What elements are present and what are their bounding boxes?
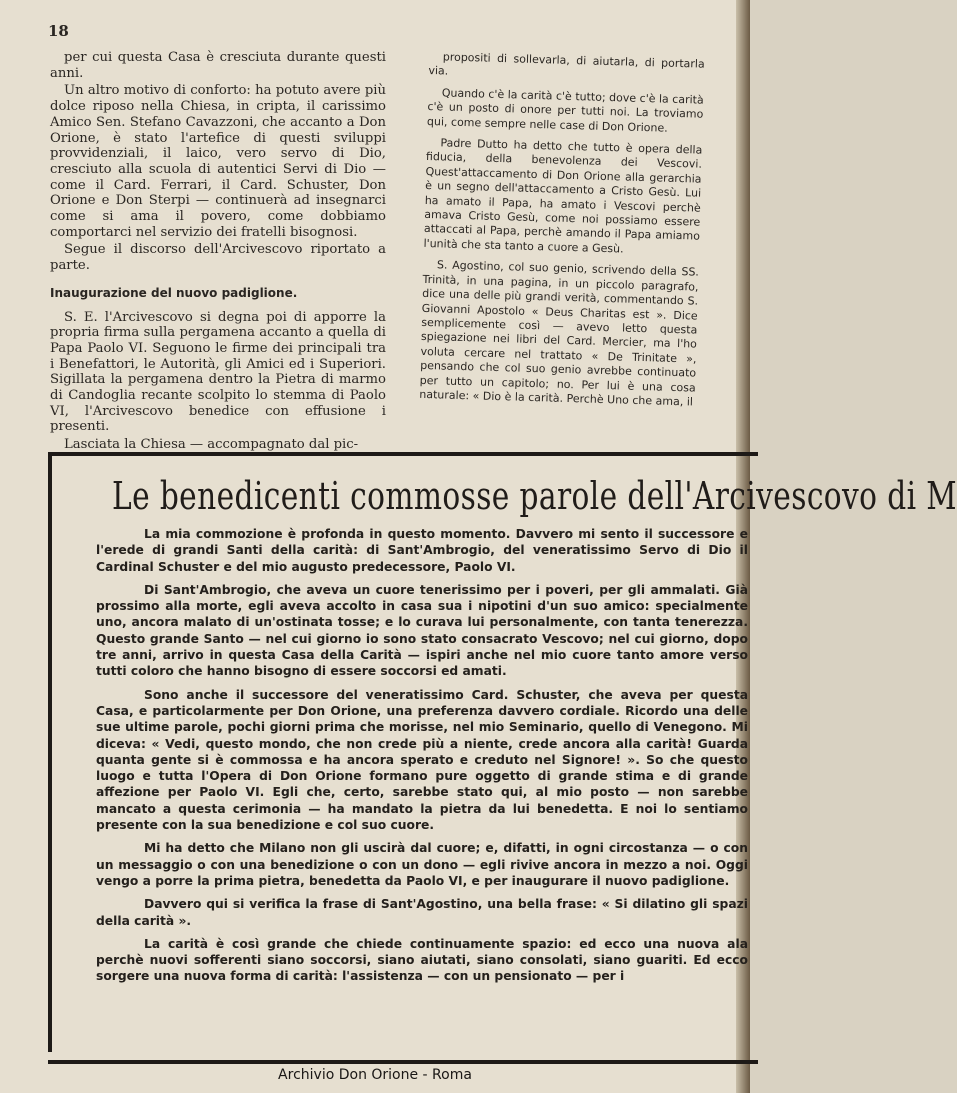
article-paragraph: La carità è così grande che chiede continuamente spazio: ed ecco una nuova ala perchè nuovi sofferenti siano soccorsi, siano aiutati, siano consolati, siano guariti. Ed ecco sorgere una nuova forma di carità: l'assistenza — con un pensionato — per i xyxy=(96,936,748,984)
page-number: 18 xyxy=(48,22,69,40)
left-column xyxy=(50,50,386,455)
article-paragraph: Di Sant'Ambrogio, che aveva un cuore tenerissimo per i poveri, per gli ammalati. Già prossimo alla morte, egli aveva accolto in casa sua i nipotini d'un suo amico: specialmente uno, ancora malato di un'ostinata tosse; e lo curava lui personalmente, con tanta tenerezza. Questo grande Santo — nel cui giorno io sono stato consacrato Vescovo; nel cui giorno, dopo tre anni, arrivo in questa Casa della Carità — ispiri anche nel mio cuore tanto amore verso tutti coloro che hanno bisogno di essere soccorsi ed amati. xyxy=(96,582,748,679)
right-paragraph: Quando c'è la carità c'è tutto; dove c'è la carità c'è un posto di onore per tutti noi. La troviamo qui, come sempre nelle case di Don Orione. xyxy=(426,86,704,135)
article-paragraph: Davvero qui si verifica la frase di Sant'Agostino, una bella frase: « Si dilatino gli spazi della carità ». xyxy=(96,897,748,928)
left-paragraph: Segue il discorso dell'Arcivescovo riportato a parte. xyxy=(50,242,386,274)
left-paragraph: Un altro motivo di conforto: ha potuto avere più dolce riposo nella Chiesa, in cripta, il carissimo Amico Sen. Stefano Cavazzoni, che accanto a Don Orione, è stato l'artefice di questi sviluppi provvidenziali, il laico, vero servo di Dio, cresciuto alla scuola di autentici Servi di Dio — come il Card. Ferrari, il Card. Schuster, Don Orione e Don Sterpi — continuerà ad insegnarci come si ama il povero, come dobbiamo comportarci nel servizio dei fratelli bisognosi. xyxy=(50,83,386,240)
boxed-article xyxy=(48,452,957,1064)
left-paragraph: S. E. l'Arcivescovo si degna poi di apporre la propria firma sulla pergamena accanto a quella di Papa Paolo VI. Seguono le firme dei principali tra i Benefattori, le Autorità, gli Amici ed i Superiori. Sigillata la pergamena dentro la Pietra di marmo di Candoglia recante scolpito lo stemma di Paolo VI, l'Arcivescovo benedice con effusione i presenti. xyxy=(50,309,386,435)
article-body xyxy=(96,526,748,992)
archive-footer: Archivio Don Orione - Roma xyxy=(278,1067,472,1083)
article-paragraph: Sono anche il successore del veneratissimo Card. Schuster, che aveva per questa Casa, e particolarmente per Don Orione, una preferenza davvero cordiale. Ricordo una delle sue ultime parole, pochi giorni prima che morisse, nel mio Seminario, quello di Venegono. Mi diceva: « Vedi, questo mondo, che non crede più a niente, crede ancora alla carità! Guarda quanta gente si è commossa e ha ancora sperato e creduto nel Signore! ». So che questo luogo e tutta l'Opera di Don Orione formano pure oggetto di grande stima e di grande affezione per Paolo VI. Egli che, certo, sarebbe stato qui, al mio posto — non sarebbe mancato a questa cerimonia — ha mandato la pietra da lui benedetta. E noi lo sentiamo presente con la sua benedizione e col suo cuore. xyxy=(96,687,748,833)
right-column xyxy=(419,50,705,417)
right-paragraph: propositi di sollevarla, di aiutarla, di portarla via. xyxy=(428,50,705,78)
article-paragraph: Mi ha detto che Milano non gli uscirà dal cuore; e, difatti, in ogni circostanza — o con un messaggio o con una benedizione o con un dono — egli rivive ancora in mezzo a noi. Oggi vengo a porre la prima pietra, benedetta da Paolo VI, e per inaugurare il nuovo padiglione. xyxy=(96,841,748,888)
left-paragraph: Lasciata la Chiesa — accompagnato dal pic- xyxy=(64,437,359,453)
box-left-rule xyxy=(48,452,52,1052)
section-heading: Inaugurazione del nuovo padiglione. xyxy=(50,285,298,300)
box-bottom-rule xyxy=(48,1060,758,1064)
box-top-rule xyxy=(48,452,758,456)
article-paragraph: La mia commozione è profonda in questo momento. Davvero mi sento il successore e l'erede di grandi Santi della carità: di Sant'Ambrogio, del veneratissimo Servo di Dio il Cardinal Schuster e del mio augusto predecessore, Paolo VI. xyxy=(96,527,748,574)
right-paragraph: Padre Dutto ha detto che tutto è opera della fiducia, della benevolenza dei Vescovi. Quest'attaccamento di Don Orione alla gerarchia è un segno dell'attaccamento a Cristo Gesù. Lui ha amato il Papa, ha amato i Vescovi perchè amava Cristo Gesù, come noi possiamo essere attaccati al Papa, perchè amando il Papa amiamo l'unità che sta tanto a cuore a Gesù. xyxy=(423,136,703,256)
left-paragraph: per cui questa Casa è cresciuta durante questi anni. xyxy=(50,50,386,81)
article-title: Le benedicenti commosse parole dell'Arcivescovo di M xyxy=(112,474,957,518)
right-paragraph: S. Agostino, col suo genio, scrivendo della SS. Trinità, in una pagina, in un piccolo paragrafo, dice una delle più grandi verità, commentando S. Giovanni Apostolo « Deus Charitas est ». Dice semplicemente così — avevo letto questa spiegazione nei libri del Card. Mercier, ma l'ho voluta cercare nel trattato « De Trinitate », pensando che col suo genio avrebbe continuato per tutto un capitolo; no. Per lui è una cosa naturale: « Dio è la carità. Perchè Uno che ama, il xyxy=(419,258,700,409)
